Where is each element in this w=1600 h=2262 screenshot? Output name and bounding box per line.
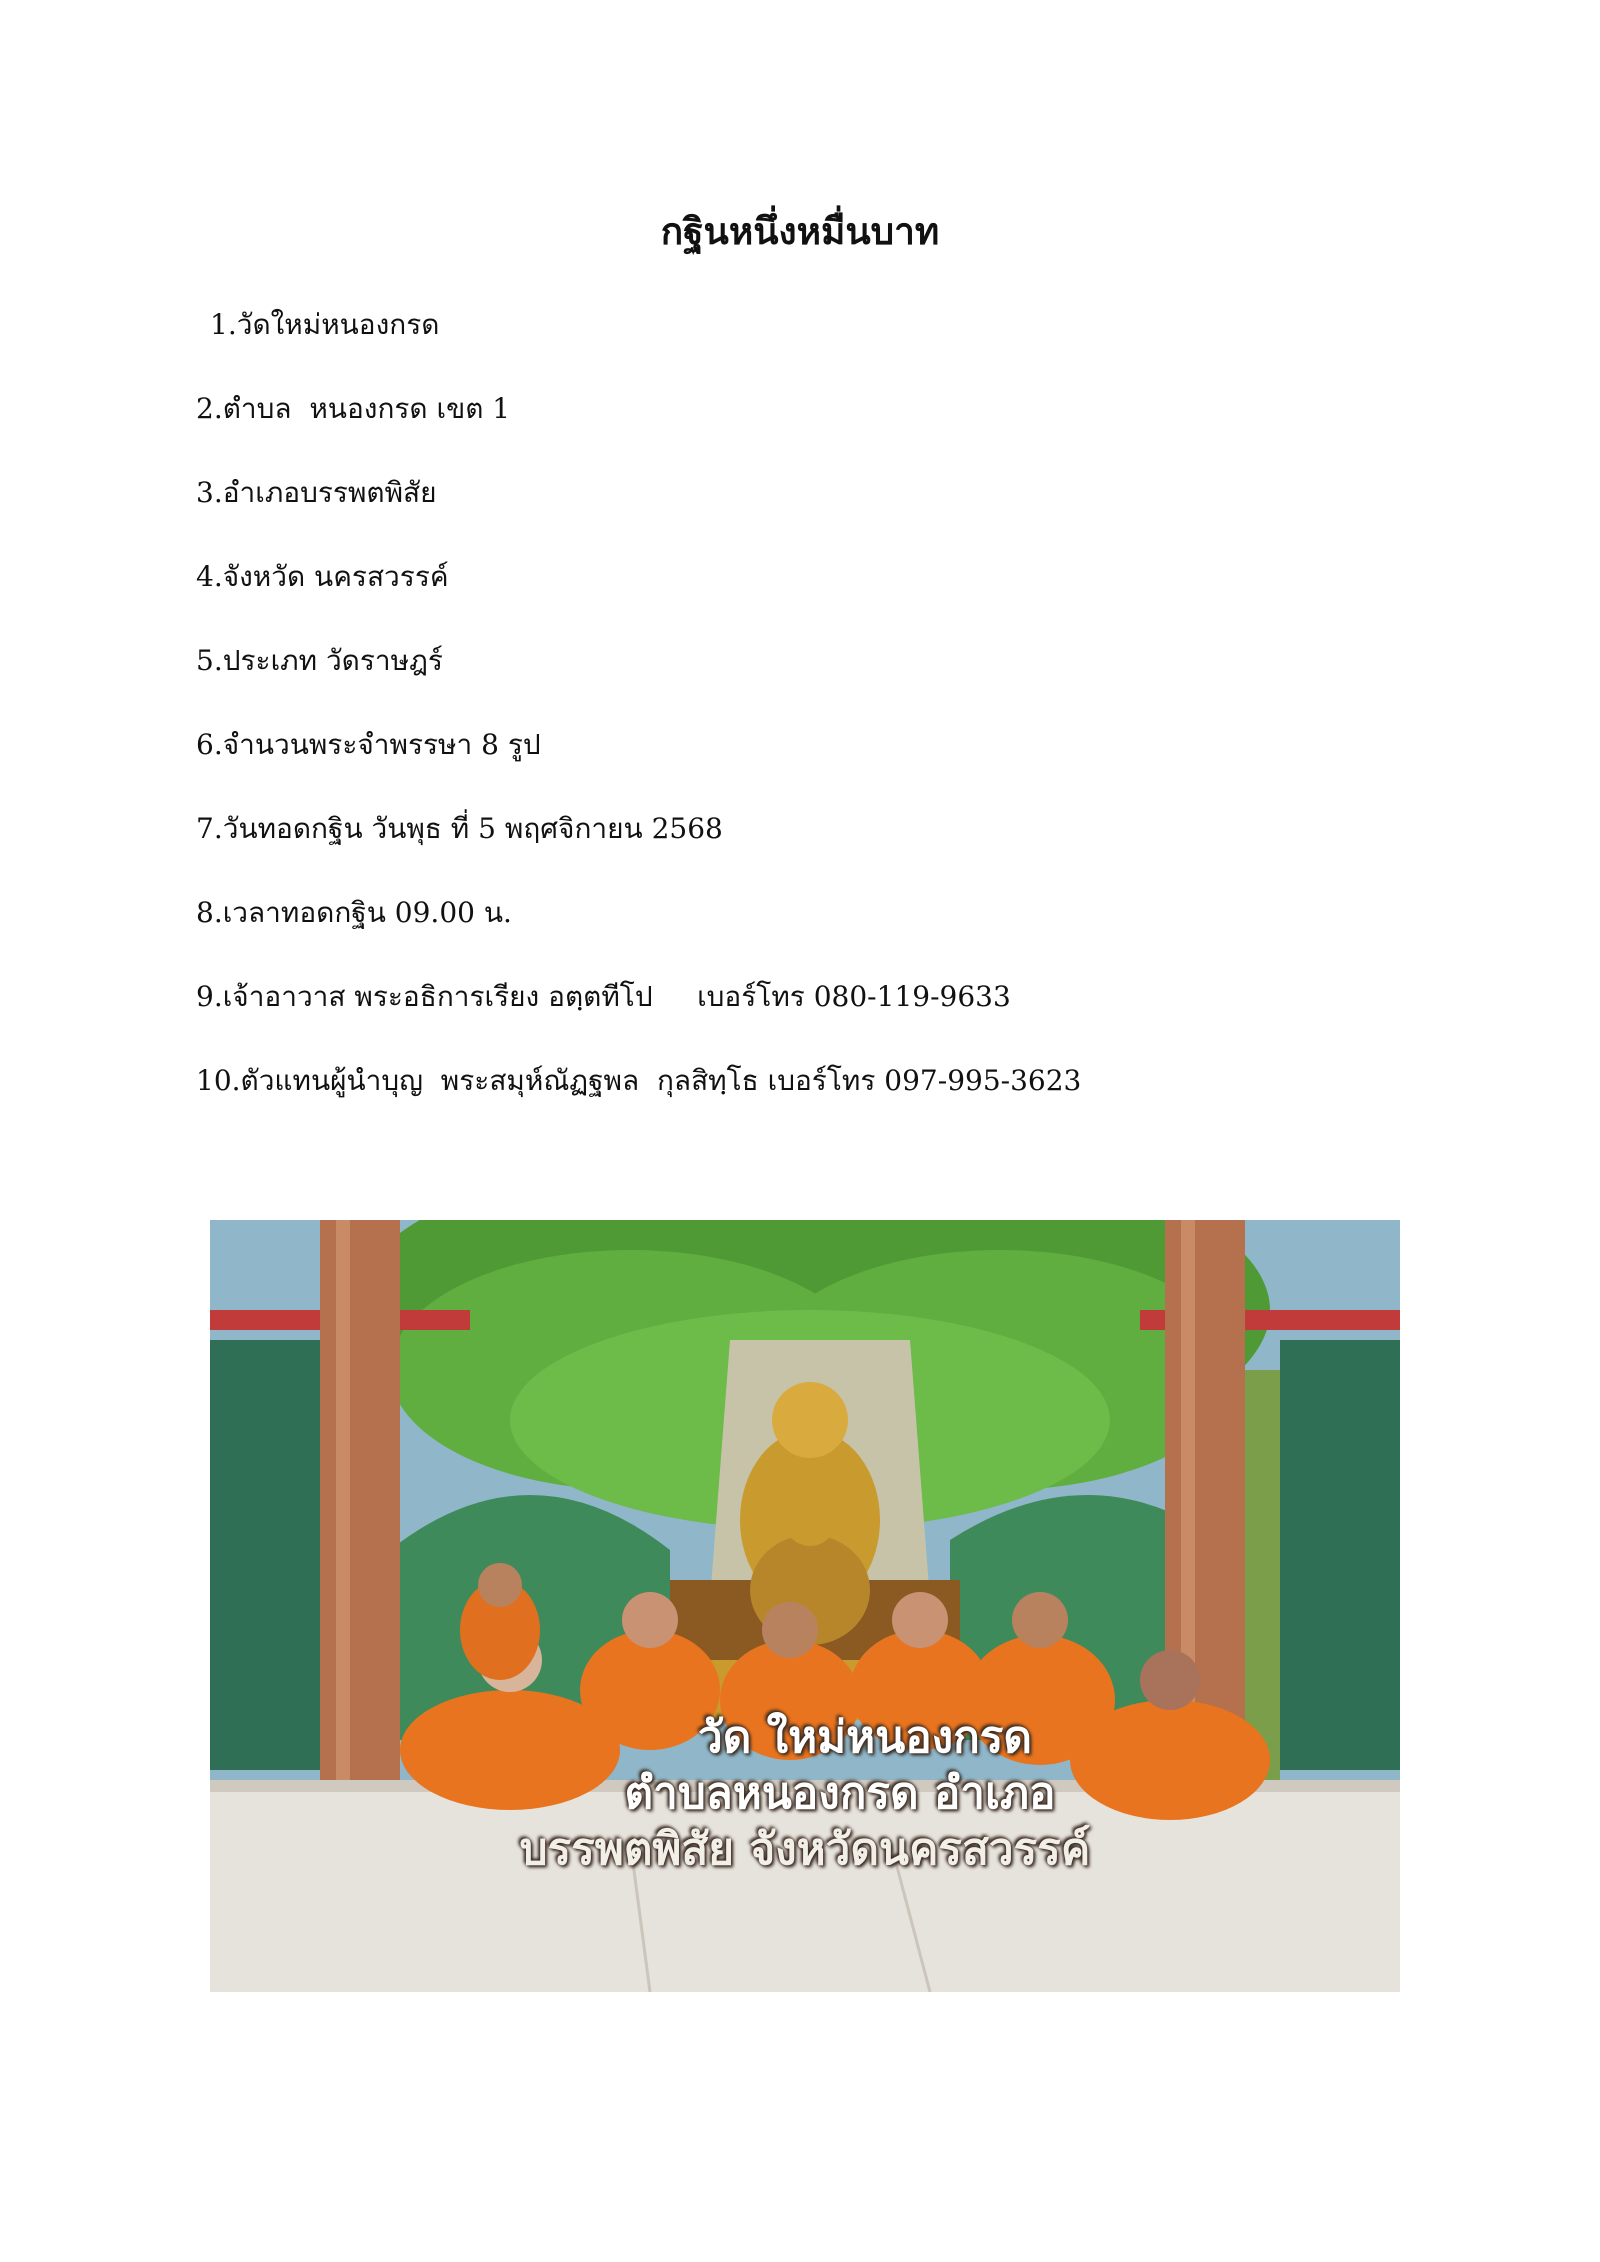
- document-title: กฐินหนึ่งหมื่นบาท: [660, 209, 940, 253]
- info-list: [196, 300, 1496, 1140]
- photo-caption-line-3: บรรพตพิสัย จังหวัดนครสวรรค์: [519, 1824, 1091, 1875]
- info-item-temple-name: 1.วัดใหม่หนองกรด: [210, 308, 440, 341]
- photo-caption-line-2: ตำบลหนองกรด อำเภอ: [624, 1768, 1056, 1819]
- info-item-monk-count: 6.จำนวนพระจำพรรษา 8 รูป: [196, 728, 541, 761]
- info-item-province: 4.จังหวัด นครสวรรค์: [196, 560, 449, 593]
- info-item-representative: 10.ตัวแทนผู้นำบุญ พระสมุห์ณัฏฐพล กุลสิทฺโธ เบอร์โทร 097-995-3623: [196, 1064, 1082, 1097]
- info-item-subdistrict: 2.ตำบล หนองกรด เขต 1: [196, 392, 511, 425]
- info-item-kathin-time: 8.เวลาทอดกฐิน 09.00 น.: [196, 896, 512, 929]
- info-item-kathin-date: 7.วันทอดกฐิน วันพุธ ที่ 5 พฤศจิกายน 2568: [196, 812, 723, 845]
- temple-photo: [210, 1220, 1400, 1992]
- info-item-abbot: 9.เจ้าอาวาส พระอธิการเรียง อตฺตทีโป เบอร์โทร 080-119-9633: [196, 980, 1011, 1013]
- photo-caption-line-1: วัด ใหม่หนองกรด: [698, 1712, 1032, 1763]
- info-item-temple-type: 5.ประเภท วัดราษฎร์: [196, 644, 443, 677]
- info-item-district: 3.อำเภอบรรพตพิสัย: [196, 476, 437, 509]
